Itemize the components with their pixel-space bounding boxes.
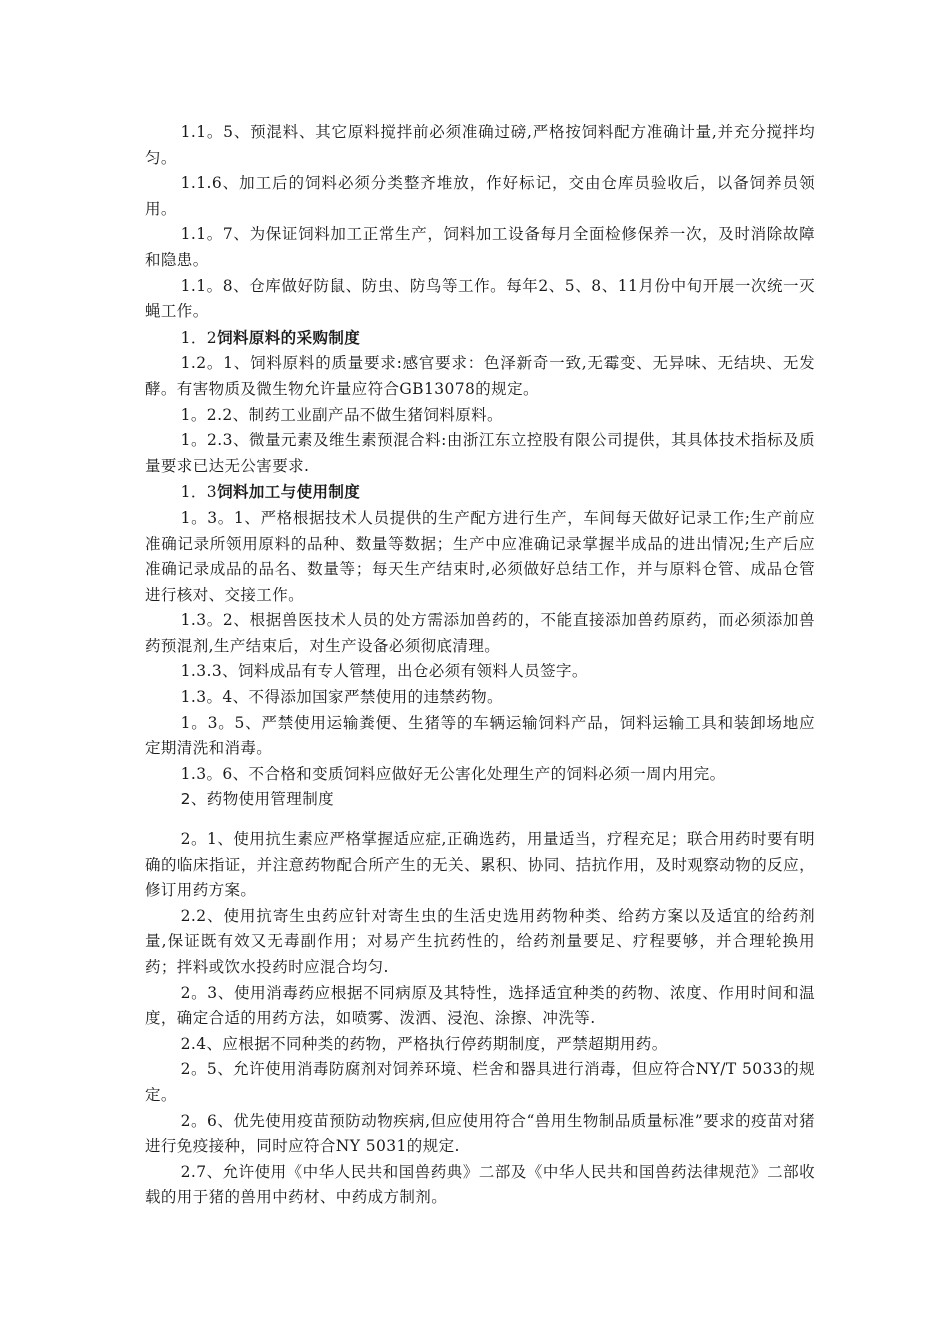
paragraph-2-3: 2。3、使用消毒药应根据不同病原及其特性，选择适宜种类的药物、浓度、作用时间和温度，确定合适的用药方法，如喷雾、泼洒、浸泡、涂擦、冲洗等. [145,983,815,1028]
subheading-1-2-title: 饲料原料的采购制度 [217,327,361,347]
paragraph-1-1-5: 1.1。5、预混料、其它原料搅拌前必须准确过磅,严格按饲料配方准确计量,并充分搅拌均匀。 [145,123,815,167]
paragraph-2-5: 2。5、允许使用消毒防腐剂对饲养环境、栏舍和器具进行消毒，但应符合NY/T 5033的规定。 [145,1060,815,1104]
paragraph-2-6: 2。6、优先使用疫苗预防动物疾病,但应使用符合“兽用生物制品质量标准”要求的疫苗对猪进行免疫接种，同时应符合NY 5031的规定. [145,1111,815,1156]
subheading-1-3-title: 饲料加工与使用制度 [217,482,361,502]
paragraph-1-1-6: 1.1.6、加工后的饲料必须分类整齐堆放，作好标记，交由仓库员验收后，以备饲养员领用。 [145,174,815,218]
document-page [145,120,815,1211]
paragraph-1-2-3: 1。2.3、微量元素及维生素预混合料:由浙江东立控股有限公司提供，其具体技术指标及质量要求已达无公害要求. [145,431,815,475]
paragraph-1-2-1: 1.2。1、饲料原料的质量要求:感官要求：色泽新奇一致,无霉变、无异味、无结块、无发酵。有害物质及微生物允许量应符合GB13078的规定。 [145,354,815,398]
paragraph-2-7: 2.7、允许使用《中华人民共和国兽药典》二部及《中华人民共和国兽药法律规范》二部收载的用于猪的兽用中药材、中药成方制剂。 [145,1162,815,1207]
subheading-1-3 [145,479,815,506]
paragraph-1-2-2: 1。2.2、制药工业副产品不做生猪饲料原料。 [180,405,503,424]
subheading-1-2 [145,325,815,352]
paragraph-1-1-7: 1.1。7、为保证饲料加工正常生产，饲料加工设备每月全面检修保养一次，及时消除故障和隐患。 [145,225,815,269]
subheading-1-3-number: 1．3 [180,483,218,502]
paragraph-2-1: 2。1、使用抗生素应严格掌握适应症,正确选药，用量适当，疗程充足；联合用药时要有明确的临床指证，并注意药物配合所产生的无关、累积、协同、拮抗作用，及时观察动物的反应，修订用药方案。 [145,830,815,900]
subheading-1-2-number: 1．2 [180,328,218,347]
paragraph-1-3-5: 1。3。5、严禁使用运输粪便、生猪等的车辆运输饲料产品，饲料运输工具和装卸场地应定期清洗和消毒。 [145,713,815,758]
paragraph-1-3-2: 1.3。2、根据兽医技术人员的处方需添加兽药的，不能直接添加兽药原药，而必须添加兽药预混剂,生产结束后，对生产设备必须彻底清理。 [145,611,815,655]
paragraph-2-4: 2.4、应根据不同种类的药物，严格执行停药期制度，严禁超期用药。 [180,1034,668,1053]
paragraph-1-1-8: 1.1。8、仓库做好防鼠、防虫、防鸟等工作。每年2、5、8、11月份中旬开展一次统一灭蝇工作。 [145,276,815,321]
paragraph-1-3-4: 1.3。4、不得添加国家严禁使用的违禁药物。 [180,688,503,707]
paragraph-1-3-6: 1.3。6、不合格和变质饲料应做好无公害化处理生产的饲料必须一周内用完。 [180,764,726,783]
section-2-heading: 2、药物使用管理制度 [180,790,335,809]
paragraph-1-3-1: 1。3。1、严格根据技术人员提供的生产配方进行生产，车间每天做好记录工作;生产前应准确记录所领用原料的品种、数量等数据；生产中应准确记录掌握半成品的进出情况;生产后应准确记录成品的品名、数量等；每天生产结束时,必须做好总结工作，并与原料仓管、成品仓管进行核对、交接工作。 [145,508,815,604]
paragraph-1-3-3: 1.3.3、饲料成品有专人管理，出仓必须有领料人员签字。 [180,662,588,681]
paragraph-2-2: 2.2、使用抗寄生虫药应针对寄生虫的生活史选用药物种类、给药方案以及适宜的给药剂量,保证既有效又无毒副作用；对易产生抗药性的，给药剂量要足、疗程要够，并合理轮换用药；拌料或饮水投药时应混合均匀. [145,906,815,976]
